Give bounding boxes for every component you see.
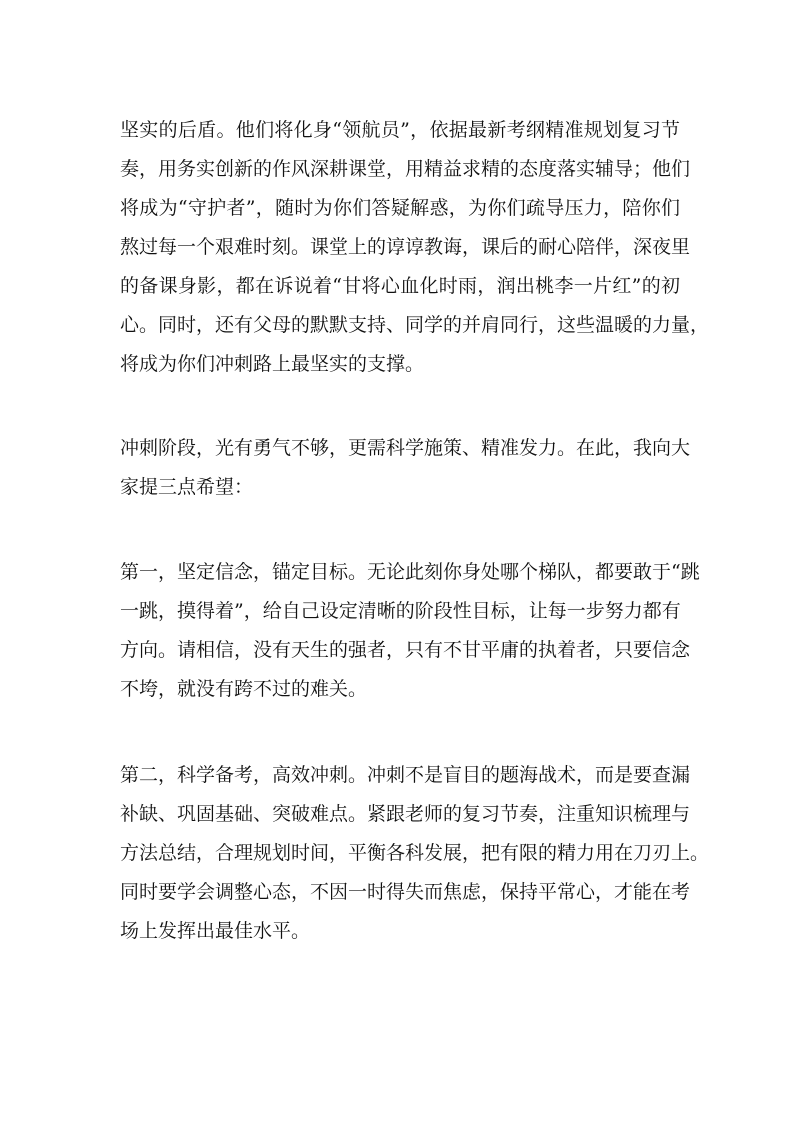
paragraph-line: 将成为“守护者”，随时为你们答疑解惑，为你们疏导压力，陪你们 [120,197,680,219]
paragraph-line: 不垮，就没有跨不过的难关。 [120,678,368,700]
paragraph-line: 方法总结，合理规划时间，平衡各科发展，把有限的精力用在刀刃上。 [120,842,710,864]
paragraph-line: 奏，用务实创新的作风深耕课堂，用精益求精的态度落实辅导；他们 [120,158,691,180]
paragraph-line: 同时要学会调整心态，不因一时得失而焦虑，保持平常心，才能在考 [120,881,691,903]
paragraph-line: 家提三点希望： [120,476,254,498]
paragraph-line: 一跳，摸得着”，给自己设定清晰的阶段性目标，让每一步努力都有 [120,600,681,622]
paragraph-line: 的备课身影，都在诉说着“甘将心血化时雨，润出桃李一片红”的初 [120,275,680,297]
paragraph-line: 将成为你们冲刺路上最坚实的支撑。 [120,353,425,375]
paragraph-line: 熬过每一个艰难时刻。课堂上的谆谆教诲，课后的耐心陪伴，深夜里 [120,236,691,258]
paragraph-line: 冲刺阶段，光有勇气不够，更需科学施策、精准发力。在此，我向大 [120,437,691,459]
paragraph-line: 第二，科学备考，高效冲刺。冲刺不是盲目的题海战术，而是要查漏 [120,764,691,786]
paragraph-line: 方向。请相信，没有天生的强者，只有不甘平庸的执着者，只要信念 [120,639,691,661]
paragraph-line: 补缺、巩固基础、突破难点。紧跟老师的复习节奏，注重知识梳理与 [120,803,691,825]
paragraph-line: 坚实的后盾。他们将化身“领航员”，依据最新考纲精准规划复习节 [120,119,680,141]
paragraph-line: 心。同时，还有父母的默默支持、同学的并肩同行，这些温暖的力量， [120,314,710,336]
paragraph-line: 场上发挥出最佳水平。 [120,920,311,942]
paragraph-line: 第一，坚定信念，锚定目标。无论此刻你身处哪个梯队，都要敢于“跳 [120,561,700,583]
